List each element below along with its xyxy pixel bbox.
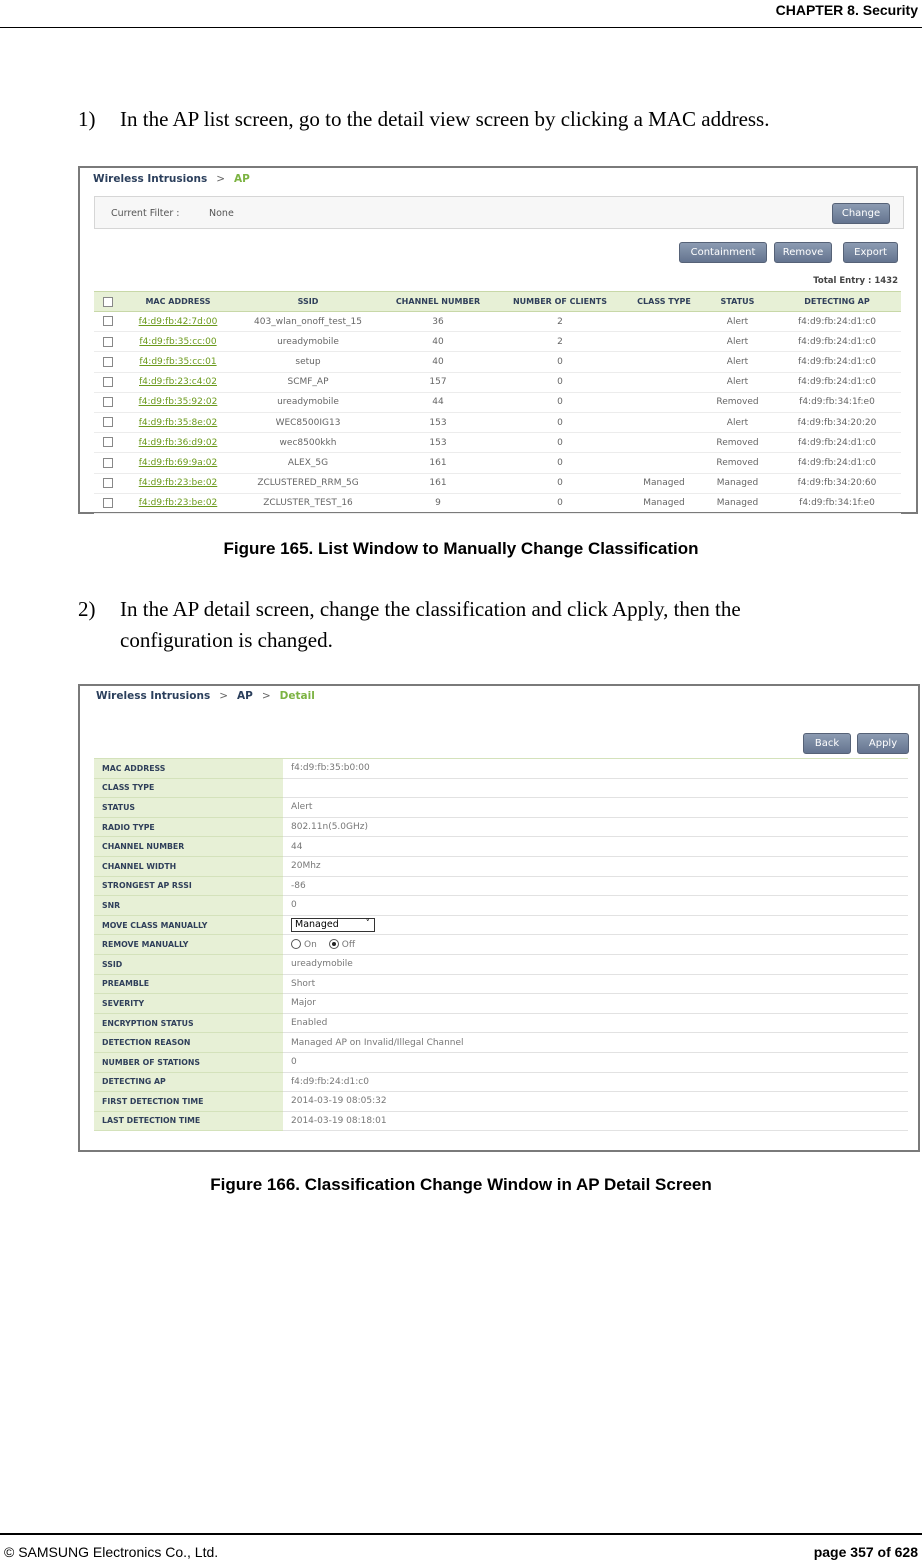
page-number: page 357 of 628 xyxy=(813,1544,918,1560)
breadcrumb-separator: > xyxy=(261,690,271,702)
column-header: CLASS TYPE xyxy=(626,292,702,312)
apply-button[interactable]: Apply xyxy=(857,733,909,754)
ssid-cell: wec8500kkh xyxy=(234,433,382,453)
ap-detail-screenshot xyxy=(78,684,920,1152)
row-checkbox[interactable] xyxy=(103,397,113,407)
remove-on-radio[interactable] xyxy=(291,939,301,949)
channel-number-cell: 161 xyxy=(382,453,494,473)
move-class-cell xyxy=(283,915,908,935)
breadcrumb xyxy=(93,173,250,185)
mac-address-link[interactable]: f4:d9:fb:23:c4:02 xyxy=(122,372,234,392)
row-select-cell[interactable] xyxy=(94,493,122,513)
mac-address-link[interactable]: f4:d9:fb:23:be:02 xyxy=(122,473,234,493)
page-footer xyxy=(0,1533,922,1565)
mac-address-link[interactable]: f4:d9:fb:23:be:02 xyxy=(122,493,234,513)
mac-address-link[interactable]: f4:d9:fb:35:cc:01 xyxy=(122,352,234,372)
detecting-ap-cell: f4:d9:fb:34:1f:e0 xyxy=(773,493,901,513)
field-value: 2014-03-19 08:18:01 xyxy=(283,1111,908,1131)
field-label: DETECTION REASON xyxy=(94,1033,283,1053)
export-button[interactable]: Export xyxy=(843,242,898,263)
field-label: REMOVE MANUALLY xyxy=(94,935,283,955)
field-label: DETECTING AP xyxy=(94,1072,283,1092)
detail-row xyxy=(94,1092,908,1112)
breadcrumb xyxy=(96,690,315,702)
ap-table xyxy=(94,291,901,514)
field-label: SSID xyxy=(94,954,283,974)
class-type-cell xyxy=(626,312,702,332)
row-select-cell[interactable] xyxy=(94,433,122,453)
table-row xyxy=(94,473,901,493)
field-label: CHANNEL WIDTH xyxy=(94,856,283,876)
mac-address-link[interactable]: f4:d9:fb:35:92:02 xyxy=(122,392,234,412)
column-header: NUMBER OF CLIENTS xyxy=(494,292,626,312)
field-value: f4:d9:fb:35:b0:00 xyxy=(283,759,908,779)
ssid-cell: ZCLUSTER_TEST_16 xyxy=(234,493,382,513)
field-label: SEVERITY xyxy=(94,994,283,1014)
select-all-checkbox[interactable] xyxy=(103,297,113,307)
field-label: SNR xyxy=(94,896,283,916)
row-checkbox[interactable] xyxy=(103,458,113,468)
class-type-cell xyxy=(626,433,702,453)
breadcrumb-current: AP xyxy=(234,173,250,185)
detail-row xyxy=(94,798,908,818)
detail-row xyxy=(94,837,908,857)
remove-button[interactable]: Remove xyxy=(774,242,832,263)
ssid-cell: 403_wlan_onoff_test_15 xyxy=(234,312,382,332)
mac-address-link[interactable]: f4:d9:fb:36:d9:02 xyxy=(122,433,234,453)
class-type-cell xyxy=(626,392,702,412)
breadcrumb-separator: > xyxy=(219,690,229,702)
row-select-cell[interactable] xyxy=(94,453,122,473)
field-label: MOVE CLASS MANUALLY xyxy=(94,915,283,935)
field-value: Short xyxy=(283,974,908,994)
row-checkbox[interactable] xyxy=(103,498,113,508)
status-cell: Alert xyxy=(702,412,773,432)
field-label: STRONGEST AP RSSI xyxy=(94,876,283,896)
field-value: f4:d9:fb:24:d1:c0 xyxy=(283,1072,908,1092)
row-checkbox[interactable] xyxy=(103,337,113,347)
class-type-cell: Managed xyxy=(626,473,702,493)
detail-row xyxy=(94,1072,908,1092)
row-checkbox[interactable] xyxy=(103,478,113,488)
step-number: 1) xyxy=(78,107,96,131)
step-number: 2) xyxy=(78,597,96,621)
status-cell: Alert xyxy=(702,372,773,392)
breadcrumb-separator: > xyxy=(216,173,226,185)
field-value: Managed AP on Invalid/Illegal Channel xyxy=(283,1033,908,1053)
row-checkbox[interactable] xyxy=(103,437,113,447)
column-header: STATUS xyxy=(702,292,773,312)
row-checkbox[interactable] xyxy=(103,377,113,387)
row-select-cell[interactable] xyxy=(94,473,122,493)
table-row xyxy=(94,332,901,352)
table-row xyxy=(94,392,901,412)
status-cell: Alert xyxy=(702,312,773,332)
detail-row xyxy=(94,876,908,896)
mac-address-link[interactable]: f4:d9:fb:42:7d:00 xyxy=(122,312,234,332)
row-select-cell[interactable] xyxy=(94,332,122,352)
field-value: 20Mhz xyxy=(283,856,908,876)
detecting-ap-cell: f4:d9:fb:24:d1:c0 xyxy=(773,453,901,473)
figure-166-caption: Figure 166. Classification Change Window in AP Detail Screen xyxy=(210,1175,712,1194)
ap-table-body xyxy=(94,312,901,514)
detecting-ap-cell: f4:d9:fb:24:d1:c0 xyxy=(773,332,901,352)
chapter-title: CHAPTER 8. Security xyxy=(775,2,918,18)
detecting-ap-cell: f4:d9:fb:24:d1:c0 xyxy=(773,352,901,372)
row-select-cell[interactable] xyxy=(94,352,122,372)
column-header: DETECTING AP xyxy=(773,292,901,312)
ssid-cell: setup xyxy=(234,352,382,372)
column-header: CHANNEL NUMBER xyxy=(382,292,494,312)
detail-row xyxy=(94,935,908,955)
page-header xyxy=(0,0,922,28)
ssid-cell: WEC8500IG13 xyxy=(234,412,382,432)
detail-row xyxy=(94,896,908,916)
detecting-ap-cell: f4:d9:fb:24:d1:c0 xyxy=(773,433,901,453)
ap-detail-table xyxy=(94,758,908,1131)
select-all-header[interactable] xyxy=(94,292,122,312)
client-count-cell: 2 xyxy=(494,332,626,352)
table-row xyxy=(94,433,901,453)
mac-address-link[interactable]: f4:d9:fb:35:8e:02 xyxy=(122,412,234,432)
status-cell: Managed xyxy=(702,493,773,513)
table-row xyxy=(94,352,901,372)
client-count-cell: 0 xyxy=(494,473,626,493)
detecting-ap-cell: f4:d9:fb:24:d1:c0 xyxy=(773,372,901,392)
remove-off-label: Off xyxy=(341,939,356,950)
status-cell: Alert xyxy=(702,352,773,372)
back-button[interactable]: Back xyxy=(803,733,851,754)
field-label: MAC ADDRESS xyxy=(94,759,283,779)
field-value: -86 xyxy=(283,876,908,896)
ssid-cell: ALEX_5G xyxy=(234,453,382,473)
containment-button[interactable]: Containment xyxy=(679,242,767,263)
channel-number-cell: 44 xyxy=(382,392,494,412)
figure-165-caption: Figure 165. List Window to Manually Change Classification xyxy=(223,539,699,558)
detecting-ap-cell: f4:d9:fb:24:d1:c0 xyxy=(773,312,901,332)
field-label: ENCRYPTION STATUS xyxy=(94,1013,283,1033)
row-checkbox[interactable] xyxy=(103,357,113,367)
remove-off-radio[interactable] xyxy=(329,939,339,949)
table-row xyxy=(94,372,901,392)
client-count-cell: 0 xyxy=(494,352,626,372)
channel-number-cell: 157 xyxy=(382,372,494,392)
filter-bar xyxy=(94,196,904,229)
client-count-cell: 0 xyxy=(494,493,626,513)
detail-row xyxy=(94,1033,908,1053)
row-select-cell[interactable] xyxy=(94,392,122,412)
column-header: MAC ADDRESS xyxy=(122,292,234,312)
channel-number-cell: 153 xyxy=(382,412,494,432)
step-text: In the AP list screen, go to the detail view screen by clicking a MAC address. xyxy=(120,107,770,131)
column-header: SSID xyxy=(234,292,382,312)
status-cell: Removed xyxy=(702,392,773,412)
class-type-cell xyxy=(626,352,702,372)
channel-number-cell: 9 xyxy=(382,493,494,513)
detail-row xyxy=(94,994,908,1014)
class-type-cell xyxy=(626,412,702,432)
ssid-cell: SCMF_AP xyxy=(234,372,382,392)
detecting-ap-cell: f4:d9:fb:34:1f:e0 xyxy=(773,392,901,412)
client-count-cell: 0 xyxy=(494,453,626,473)
change-button[interactable]: Change xyxy=(832,203,890,224)
channel-number-cell: 153 xyxy=(382,433,494,453)
field-value: Major xyxy=(283,994,908,1014)
status-cell: Removed xyxy=(702,453,773,473)
class-type-cell xyxy=(626,453,702,473)
field-value: 802.11n(5.0GHz) xyxy=(283,817,908,837)
channel-number-cell: 40 xyxy=(382,332,494,352)
ssid-cell: ureadymobile xyxy=(234,332,382,352)
channel-number-cell: 36 xyxy=(382,312,494,332)
field-label: RADIO TYPE xyxy=(94,817,283,837)
field-value: Enabled xyxy=(283,1013,908,1033)
channel-number-cell: 40 xyxy=(382,352,494,372)
client-count-cell: 0 xyxy=(494,433,626,453)
detail-row xyxy=(94,778,908,798)
status-cell: Managed xyxy=(702,473,773,493)
table-row xyxy=(94,312,901,332)
detail-row xyxy=(94,1111,908,1131)
mac-address-link[interactable]: f4:d9:fb:69:9a:02 xyxy=(122,453,234,473)
detail-row xyxy=(94,915,908,935)
field-label: PREAMBLE xyxy=(94,974,283,994)
field-value: Alert xyxy=(283,798,908,818)
ssid-cell: ZCLUSTERED_RRM_5G xyxy=(234,473,382,493)
field-value: ureadymobile xyxy=(283,954,908,974)
client-count-cell: 0 xyxy=(494,392,626,412)
detecting-ap-cell: f4:d9:fb:34:20:60 xyxy=(773,473,901,493)
breadcrumb-root[interactable]: Wireless Intrusions xyxy=(96,690,211,702)
class-type-cell: Managed xyxy=(626,493,702,513)
move-class-select[interactable] xyxy=(291,918,375,932)
row-checkbox[interactable] xyxy=(103,417,113,427)
field-label: FIRST DETECTION TIME xyxy=(94,1092,283,1112)
filter-value: None xyxy=(209,208,234,219)
detail-row xyxy=(94,1052,908,1072)
field-label: CHANNEL NUMBER xyxy=(94,837,283,857)
table-header-row xyxy=(94,292,901,312)
row-select-cell[interactable] xyxy=(94,372,122,392)
status-cell: Removed xyxy=(702,433,773,453)
copyright: © SAMSUNG Electronics Co., Ltd. xyxy=(4,1544,219,1560)
breadcrumb-root[interactable]: Wireless Intrusions xyxy=(93,173,208,185)
field-label: NUMBER OF STATIONS xyxy=(94,1052,283,1072)
mac-address-link[interactable]: f4:d9:fb:35:cc:00 xyxy=(122,332,234,352)
detail-row xyxy=(94,1013,908,1033)
class-type-cell xyxy=(626,332,702,352)
channel-number-cell: 161 xyxy=(382,473,494,493)
table-row xyxy=(94,493,901,513)
client-count-cell: 2 xyxy=(494,312,626,332)
detail-row xyxy=(94,954,908,974)
field-value: 0 xyxy=(283,1052,908,1072)
detail-row xyxy=(94,856,908,876)
field-value: 0 xyxy=(283,896,908,916)
client-count-cell: 0 xyxy=(494,372,626,392)
row-checkbox[interactable] xyxy=(103,316,113,326)
detecting-ap-cell: f4:d9:fb:34:20:20 xyxy=(773,412,901,432)
field-label: STATUS xyxy=(94,798,283,818)
field-value: 2014-03-19 08:05:32 xyxy=(283,1092,908,1112)
ssid-cell: ureadymobile xyxy=(234,392,382,412)
client-count-cell: 0 xyxy=(494,412,626,432)
breadcrumb-ap[interactable]: AP xyxy=(237,690,253,702)
step-text: In the AP detail screen, change the classification and click Apply, then the configuration is changed. xyxy=(120,597,741,652)
filter-label: Current Filter : xyxy=(111,208,180,219)
detail-row xyxy=(94,759,908,779)
field-value: 44 xyxy=(283,837,908,857)
class-type-cell xyxy=(626,372,702,392)
field-label: CLASS TYPE xyxy=(94,778,283,798)
remove-manually-cell xyxy=(283,935,908,955)
total-entry: Total Entry : 1432 xyxy=(813,276,898,286)
remove-on-label: On xyxy=(304,939,317,950)
detail-row xyxy=(94,817,908,837)
field-value xyxy=(283,778,908,798)
chevron-down-icon: ˅ xyxy=(365,919,370,930)
row-select-cell[interactable] xyxy=(94,412,122,432)
row-select-cell[interactable] xyxy=(94,312,122,332)
field-label: LAST DETECTION TIME xyxy=(94,1111,283,1131)
breadcrumb-current: Detail xyxy=(279,690,315,702)
status-cell: Alert xyxy=(702,332,773,352)
table-row xyxy=(94,453,901,473)
ap-list-screenshot xyxy=(78,166,918,514)
ap-detail-body xyxy=(94,759,908,1131)
table-row xyxy=(94,412,901,432)
detail-row xyxy=(94,974,908,994)
move-class-selected-value: Managed xyxy=(295,919,339,931)
